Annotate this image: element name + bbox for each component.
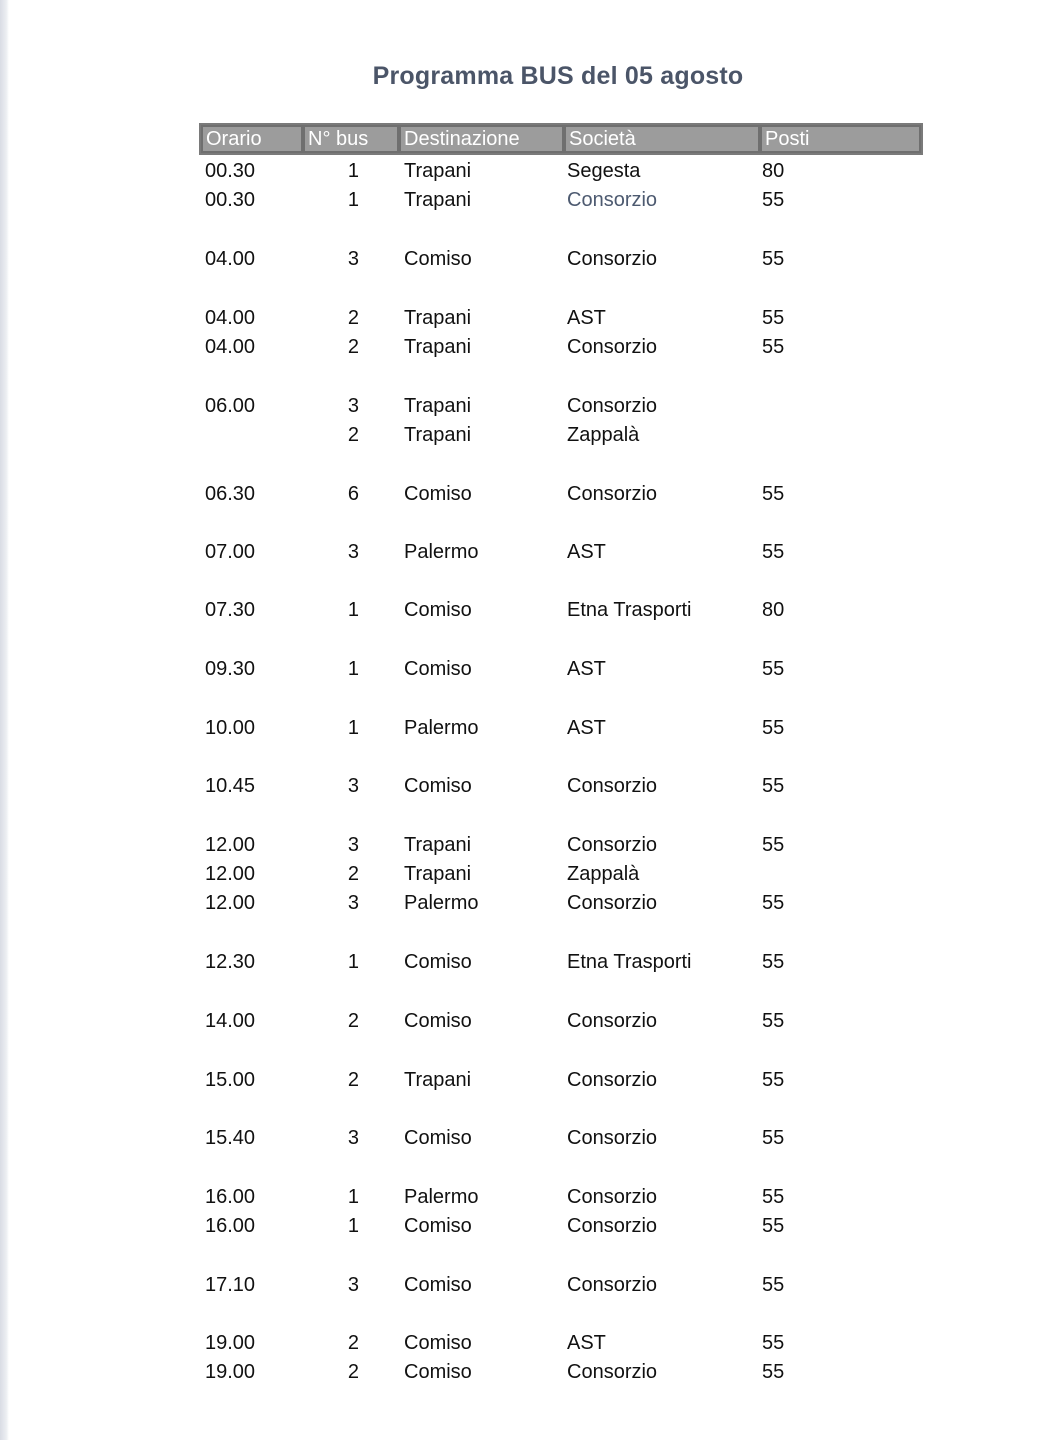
cell-posti: 55 [762,307,785,329]
cell-orario: 10.00 [205,717,256,739]
cell-n-bus: 3 [347,395,359,417]
cell-societa: Consorzio [567,248,658,270]
header-posti: Posti [760,125,921,153]
cell-n-bus: 6 [347,483,359,505]
cell-n-bus: 1 [347,1215,359,1237]
cell-n-bus: 2 [347,863,359,885]
table-row [199,948,923,977]
cell-n-bus: 1 [347,717,359,739]
table-row [199,772,923,801]
cell-societa: Segesta [567,160,641,182]
table-row [199,860,923,889]
cell-orario: 14.00 [205,1010,256,1032]
cell-posti: 55 [762,1215,785,1237]
cell-destinazione: Palermo [404,1186,479,1208]
cell-orario: 12.00 [205,834,256,856]
cell-societa: Consorzio [567,189,658,211]
cell-societa: AST [567,307,606,329]
cell-n-bus: 1 [347,160,359,182]
cell-posti: 55 [762,834,785,856]
cell-orario: 06.00 [205,395,256,417]
cell-societa: Consorzio [567,1127,658,1149]
cell-posti: 55 [762,658,785,680]
cell-destinazione: Comiso [404,951,472,973]
cell-destinazione: Trapani [404,424,472,446]
cell-n-bus: 3 [347,541,359,563]
cell-societa: Zappalà [567,863,640,885]
cell-posti: 80 [762,599,785,621]
cell-societa: Consorzio [567,1274,658,1296]
cell-destinazione: Comiso [404,248,472,270]
cell-n-bus: 2 [347,336,359,358]
cell-destinazione: Trapani [404,1069,472,1091]
table-header [199,123,923,155]
cell-societa: AST [567,717,606,739]
table-row [199,1271,923,1300]
cell-orario: 00.30 [205,160,256,182]
cell-destinazione: Trapani [404,189,472,211]
cell-societa: AST [567,658,606,680]
cell-posti: 55 [762,892,785,914]
cell-n-bus: 2 [347,1010,359,1032]
cell-n-bus: 1 [347,189,359,211]
cell-posti: 80 [762,160,785,182]
cell-posti: 55 [762,1361,785,1383]
cell-posti: 55 [762,775,785,797]
cell-orario: 00.30 [205,189,256,211]
table-row [199,304,923,333]
cell-n-bus: 2 [347,1361,359,1383]
cell-orario: 04.00 [205,336,256,358]
cell-posti: 55 [762,717,785,739]
cell-posti: 55 [762,248,785,270]
table-row [199,421,923,450]
cell-societa: Consorzio [567,483,658,505]
cell-destinazione: Trapani [404,863,472,885]
cell-posti: 55 [762,1186,785,1208]
header-n-bus: N° bus [303,125,399,153]
table-row [199,1212,923,1241]
cell-posti: 55 [762,951,785,973]
cell-societa: Consorzio [567,395,658,417]
cell-n-bus: 2 [347,307,359,329]
cell-n-bus: 3 [347,248,359,270]
cell-destinazione: Trapani [404,834,472,856]
table-row [199,392,923,421]
cell-n-bus: 1 [347,951,359,973]
table-row [199,596,923,625]
cell-destinazione: Trapani [404,336,472,358]
cell-destinazione: Palermo [404,892,479,914]
table-row [199,1007,923,1036]
cell-societa: Consorzio [567,1361,658,1383]
cell-societa: Etna Trasporti [567,599,692,621]
table-row [199,831,923,860]
cell-orario: 04.00 [205,248,256,270]
table-row [199,1124,923,1153]
cell-orario: 16.00 [205,1186,256,1208]
cell-societa: AST [567,541,606,563]
bus-schedule-table [199,123,923,1383]
cell-posti: 55 [762,1274,785,1296]
table-row [199,245,923,274]
cell-destinazione: Trapani [404,395,472,417]
page-title: Programma BUS del 05 agosto [372,62,744,90]
cell-societa: Consorzio [567,834,658,856]
cell-orario: 15.40 [205,1127,256,1149]
cell-n-bus: 3 [347,775,359,797]
header-destinazione: Destinazione [399,125,564,153]
cell-societa: Zappalà [567,424,640,446]
cell-posti: 55 [762,483,785,505]
cell-orario: 07.30 [205,599,256,621]
cell-n-bus: 2 [347,1069,359,1091]
cell-posti: 55 [762,1127,785,1149]
cell-destinazione: Comiso [404,599,472,621]
cell-destinazione: Comiso [404,1274,472,1296]
table-row [199,1358,923,1387]
cell-orario: 12.00 [205,863,256,885]
cell-orario: 19.00 [205,1361,256,1383]
cell-societa: Etna Trasporti [567,951,692,973]
page-left-edge [0,0,9,1440]
cell-orario: 12.00 [205,892,256,914]
cell-posti: 55 [762,1332,785,1354]
table-row [199,889,923,918]
table-row [199,1329,923,1358]
cell-orario: 19.00 [205,1332,256,1354]
cell-n-bus: 3 [347,1274,359,1296]
cell-n-bus: 3 [347,1127,359,1149]
cell-n-bus: 1 [347,599,359,621]
cell-posti: 55 [762,1010,785,1032]
cell-n-bus: 2 [347,1332,359,1354]
cell-destinazione: Comiso [404,1361,472,1383]
cell-societa: Consorzio [567,1186,658,1208]
header-societa: Società [564,125,760,153]
cell-posti: 55 [762,189,785,211]
cell-destinazione: Trapani [404,160,472,182]
cell-posti: 55 [762,1069,785,1091]
cell-n-bus: 3 [347,892,359,914]
header-orario: Orario [201,125,303,153]
cell-destinazione: Palermo [404,541,479,563]
cell-societa: Consorzio [567,1069,658,1091]
table-row [199,714,923,743]
cell-orario: 17.10 [205,1274,256,1296]
cell-orario: 06.30 [205,483,256,505]
table-row [199,157,923,186]
table-row [199,186,923,215]
cell-orario: 07.00 [205,541,256,563]
cell-destinazione: Comiso [404,1127,472,1149]
cell-destinazione: Trapani [404,307,472,329]
cell-destinazione: Comiso [404,658,472,680]
cell-posti: 55 [762,541,785,563]
cell-destinazione: Comiso [404,483,472,505]
cell-posti: 55 [762,336,785,358]
cell-orario: 10.45 [205,775,256,797]
cell-n-bus: 1 [347,1186,359,1208]
cell-destinazione: Comiso [404,1332,472,1354]
cell-destinazione: Palermo [404,717,479,739]
cell-societa: Consorzio [567,892,658,914]
cell-n-bus: 2 [347,424,359,446]
cell-societa: AST [567,1332,606,1354]
cell-societa: Consorzio [567,1010,658,1032]
cell-n-bus: 3 [347,834,359,856]
table-row [199,538,923,567]
table-row [199,1066,923,1095]
cell-orario: 09.30 [205,658,256,680]
cell-orario: 16.00 [205,1215,256,1237]
cell-orario: 12.30 [205,951,256,973]
table-row [199,333,923,362]
cell-n-bus: 1 [347,658,359,680]
cell-destinazione: Comiso [404,1010,472,1032]
cell-societa: Consorzio [567,336,658,358]
cell-societa: Consorzio [567,1215,658,1237]
cell-orario: 04.00 [205,307,256,329]
cell-destinazione: Comiso [404,775,472,797]
table-row [199,480,923,509]
table-row [199,1183,923,1212]
cell-societa: Consorzio [567,775,658,797]
cell-orario: 15.00 [205,1069,256,1091]
table-row [199,655,923,684]
cell-destinazione: Comiso [404,1215,472,1237]
